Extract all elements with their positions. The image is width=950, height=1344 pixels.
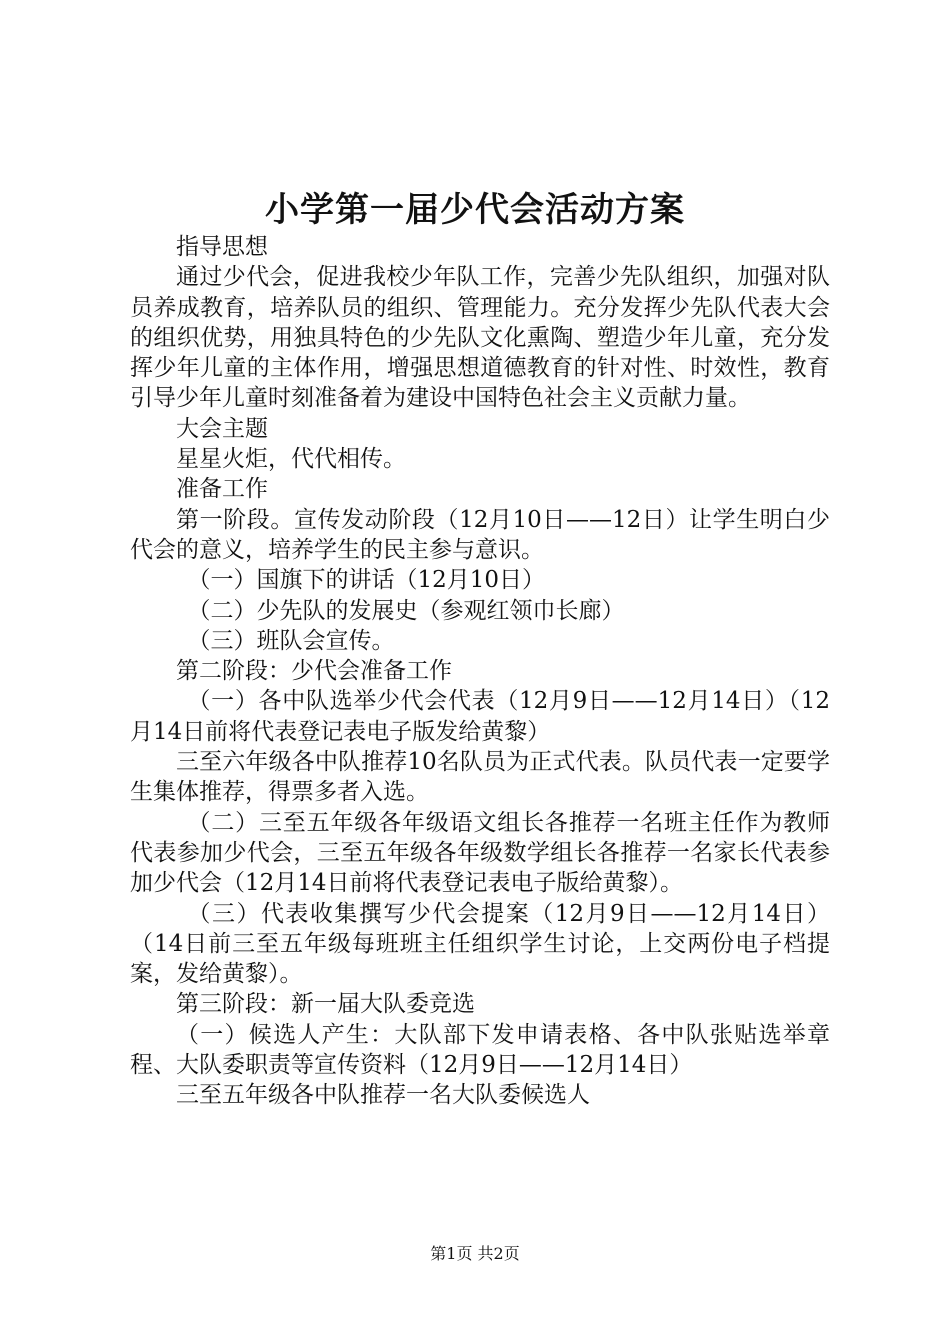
paragraph-stage-three-item-1: （一）候选人产生：大队部下发申请表格、各中队张贴选举章程、大队委职责等宣传资料（12月9日——12月14日）	[130, 1021, 830, 1079]
paragraph-guiding-heading: 指导思想	[176, 234, 268, 260]
paragraph-stage-two: 第二阶段：少代会准备工作	[176, 658, 452, 685]
paragraph-stage-one-item-1: （一）国旗下的讲话（12月10日）	[187, 567, 546, 594]
paragraph-stage-one-item-3: （三）班队会宣传。	[187, 627, 395, 654]
page-footer: 第1页 共2页	[430, 1244, 520, 1263]
document-title: 小学第一届少代会活动方案	[265, 190, 685, 230]
paragraph-guiding-body: 通过少代会，促进我校少年队工作，完善少先队组织，加强对队员养成教育，培养队员的组织、管理能力。充分发挥少先队代表大会的组织优势，用独具特色的少先队文化熏陶、塑造少年儿童，充分发挥少年儿童的主体作用，增强思想道德教育的针对性、时效性，教育引导少年儿童时刻准备着为建设中国特色社会主义贡献力量。	[130, 264, 830, 412]
paragraph-theme-heading: 大会主题	[176, 415, 268, 442]
paragraph-stage-two-item-1-detail: 三至六年级各中队推荐10名队员为正式代表。队员代表一定要学生集体推荐，得票多者入选。	[130, 749, 830, 806]
paragraph-stage-two-item-3: （三）代表收集撰写少代会提案（12月9日——12月14日）（14日前三至五年级每班班主任组织学生讨论，上交两份电子档提案，发给黄黎）。	[130, 900, 830, 988]
paragraph-stage-two-item-1: （一）各中队选举少代会代表（12月9日——12月14日）（12月14日前将代表登记表电子版发给黄黎）	[130, 688, 830, 745]
paragraph-prep-heading: 准备工作	[176, 476, 268, 503]
paragraph-stage-one-item-2: （二）少先队的发展史（参观红领巾长廊）	[187, 597, 625, 624]
document-body	[130, 232, 830, 1111]
paragraph-stage-one: 第一阶段。宣传发动阶段（12月10日——12日）让学生明白少代会的意义，培养学生的民主参与意识。	[130, 506, 830, 563]
paragraph-stage-three: 第三阶段：新一届大队委竞选	[176, 991, 475, 1018]
paragraph-stage-three-detail: 三至五年级各中队推荐一名大队委候选人	[176, 1082, 590, 1109]
paragraph-stage-two-item-2: （二）三至五年级各年级语文组长各推荐一名班主任作为教师代表参加少代会，三至五年级各年级数学组长各推荐一名家长代表参加少代会（12月14日前将代表登记表电子版给黄黎）。	[130, 809, 830, 897]
paragraph-theme-body: 星星火炬，代代相传。	[176, 446, 406, 473]
